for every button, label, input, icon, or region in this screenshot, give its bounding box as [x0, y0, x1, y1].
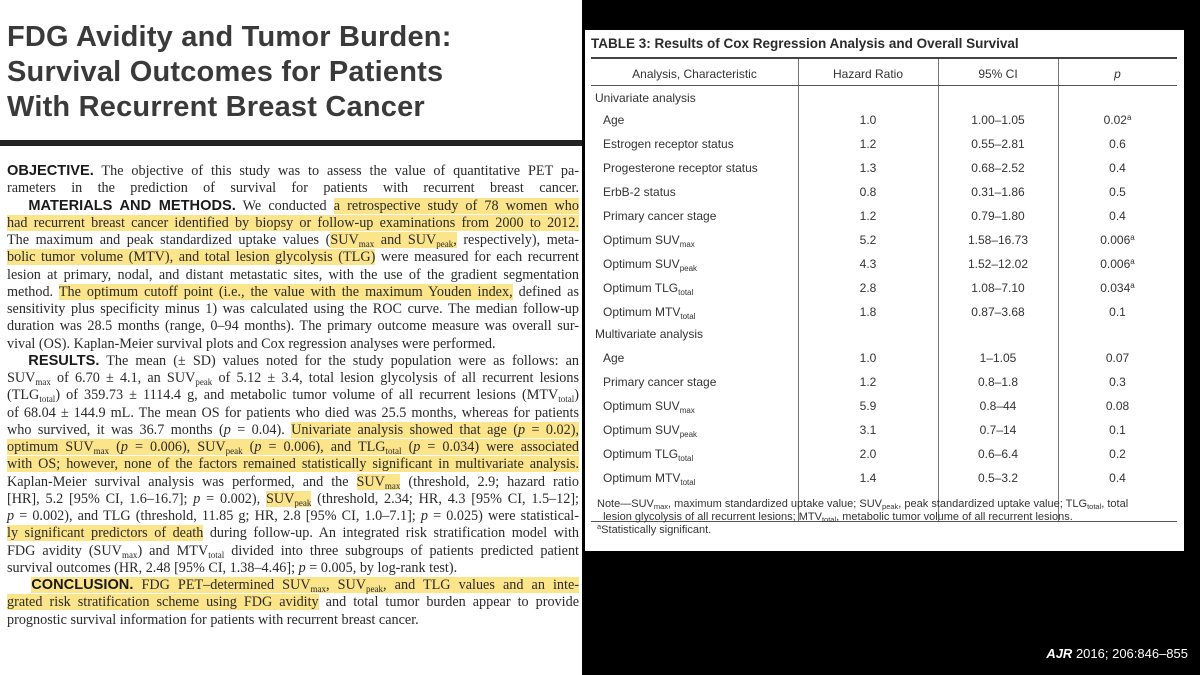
p-value: 0.034: [1100, 281, 1131, 295]
characteristic-name: Optimum MTV: [603, 305, 681, 319]
p-value: 0.4: [1109, 209, 1126, 223]
p-value: 0.08: [1105, 399, 1130, 413]
section-label: Univariate analysis: [595, 91, 696, 105]
p-value-cell: [1058, 257, 1177, 271]
p-value: 0.5: [1109, 185, 1126, 199]
hazard-ratio-cell: 3.1: [859, 423, 877, 437]
abstract-line: had recurrent breast cancer identified by biopsy or follow-up examinations from 2000 to 2012.: [7, 214, 579, 231]
p-value-cell: [1058, 161, 1177, 175]
characteristic-name: Estrogen receptor status: [603, 137, 734, 151]
p-value-cell: [1058, 423, 1177, 437]
abstract-line: sensitivity plus specificity minus 1) was calculated using the ROC curve. The median follow-up: [7, 301, 579, 317]
hazard-ratio-cell: 2.8: [859, 281, 877, 295]
significance-marker: a: [1126, 113, 1132, 122]
characteristic-name: Age: [603, 351, 625, 365]
significance-marker: a: [1130, 281, 1135, 290]
table-row: [591, 133, 1177, 157]
abstract-line: method. The optimum cutoff point (i.e., the value with the maximum Youden index, defined as: [7, 283, 579, 300]
hazard-ratio-cell: 5.2: [859, 233, 877, 247]
p-value: 0.3: [1109, 375, 1126, 389]
ci-cell: 0.79–1.80: [971, 209, 1025, 223]
characteristic-name: Primary cancer stage: [603, 375, 717, 389]
ci-cell: 1–1.05: [979, 351, 1017, 365]
characteristic-cell: [603, 137, 734, 151]
characteristic-cell: [603, 257, 697, 271]
p-value-cell: [1058, 447, 1177, 461]
results-heading: RESULTS.: [28, 352, 100, 369]
citation: [1046, 646, 1188, 661]
significance-marker: a: [1130, 257, 1135, 266]
characteristic-name: Optimum TLG: [603, 281, 679, 295]
abstract-line: $(TLG_{total})$ of 359.73 ± 1114.4 g, and metabolic tumor volume of all recurrent lesions $(MTV_{total})$: [7, 387, 579, 405]
hazard-ratio-cell: 5.9: [859, 399, 877, 413]
abstract-line: rameters in the prediction of survival for patients with recurrent breast cancer.: [7, 180, 579, 197]
characteristic-cell: [603, 351, 624, 365]
column-header: p: [1114, 67, 1121, 81]
conclusion-heading: CONCLUSION.: [31, 577, 134, 593]
title-line: FDG Avidity and Tumor Burden:: [7, 21, 452, 53]
abstract-line: optimum $SUV_{max}$ (p = 0.006), $SUV_{peak}$ (p = 0.006), and $TLG_{total}$ (p = 0.034) were associated: [7, 439, 579, 456]
p-value: 0.006: [1100, 233, 1131, 247]
characteristic-name: ErbB-2 status: [603, 185, 676, 199]
column-header: Analysis, Characteristic: [632, 67, 757, 81]
abstract-line: lesion at primary, nodal, and distant metastatic sites, with the use of the gradient segmentation: [7, 266, 579, 283]
table-row: [591, 277, 1177, 301]
abstract-line: Kaplan-Meier survival analysis was performed, and the $SUV_{max}$ (threshold, 2.9; hazard ratio: [7, 473, 579, 491]
characteristic-cell: [603, 161, 758, 175]
ci-cell: 0.7–14: [979, 423, 1017, 437]
p-value-cell: [1058, 233, 1177, 247]
p-value: 0.2: [1109, 447, 1126, 461]
abstract-line: grated risk stratification scheme using FDG avidity and total tumor burden appear to provide: [7, 594, 579, 611]
methods-heading: MATERIALS AND METHODS.: [28, 197, 236, 214]
hazard-ratio-cell: 4.3: [859, 257, 877, 271]
abstract-line: FDG avidity $(SUV_{max})$ and $MTV_{total}$ divided into three subgroups of patients predicted patient: [7, 542, 579, 560]
hazard-ratio-cell: 2.0: [859, 447, 877, 461]
table-row: [591, 395, 1177, 419]
characteristic-name: Optimum SUV: [603, 257, 680, 271]
hazard-ratio-cell: 1.3: [859, 161, 877, 175]
p-value: 0.006: [1100, 257, 1131, 271]
characteristic-cell: [603, 233, 695, 247]
characteristic-subscript: total: [678, 288, 694, 297]
characteristic-name: Progesterone receptor status: [603, 161, 758, 175]
p-value: 0.6: [1109, 137, 1126, 151]
characteristic-name: Optimum SUV: [603, 233, 680, 247]
characteristic-name: Optimum SUV: [603, 423, 680, 437]
characteristic-subscript: peak: [679, 264, 698, 273]
hazard-ratio-cell: 1.2: [859, 209, 877, 223]
characteristic-subscript: total: [680, 478, 696, 487]
column-header: Hazard Ratio: [832, 67, 904, 81]
abstract-page: [0, 0, 582, 675]
header-rule: [591, 85, 1177, 86]
citation-details: 2016; 206:846–855: [1072, 646, 1188, 661]
characteristic-cell: [603, 399, 695, 413]
abstract-line: prognostic survival information for patients with recurrent breast cancer.: [7, 611, 419, 628]
abstract-line: of 68.04 ± 144.9 mL. The mean OS for patients who died was 25.5 months, whereas for patients: [7, 404, 579, 421]
abstract-text: [7, 163, 579, 629]
characteristic-cell: [603, 305, 695, 319]
p-value: 0.02: [1103, 113, 1127, 127]
table-footnote: $Note—SUV_{max}$, maximum standardized uptake value; $SUV_{peak}$, peak standardized uptake value; $TLG_{total}$, total lesion glycolysis of all recurrent lesions; $MTV_{total}$, metabolic tumor volume of all recurrent lesions. $^a$Statistically significant.: [597, 498, 1129, 536]
characteristic-cell: [603, 423, 697, 437]
journal-name: AJR: [1046, 646, 1073, 661]
abstract-line: CONCLUSION. FDG PET–determined $SUV_{max}$, $SUV_{peak}$, and TLG values and an inte-: [31, 577, 579, 594]
table-row: [591, 467, 1177, 491]
p-value: 0.4: [1109, 471, 1126, 485]
abstract-line: RESULTS. The mean (± SD) values noted for the study population were as follows: an: [28, 352, 579, 369]
column-header: 95% CI: [978, 67, 1018, 81]
abstract-line: OBJECTIVE. The objective of this study was to assess the value of quantitative PET pa-: [7, 163, 579, 179]
characteristic-cell: [603, 185, 676, 199]
p-value: 0.07: [1105, 351, 1130, 365]
abstract-line: MATERIALS AND METHODS. We conducted a retrospective study of 78 women who: [28, 197, 579, 214]
hazard-ratio-cell: 1.4: [859, 471, 877, 485]
p-value-cell: [1058, 281, 1177, 295]
p-value-cell: [1058, 471, 1177, 485]
table-row: [591, 347, 1177, 371]
characteristic-subscript: max: [679, 240, 695, 249]
characteristic-cell: [603, 281, 693, 295]
ci-cell: 0.8–44: [979, 399, 1017, 413]
characteristic-cell: [603, 113, 624, 127]
ci-cell: 0.5–3.2: [977, 471, 1019, 485]
abstract-line: p = 0.002), and TLG (threshold, 11.85 g; HR, 2.8 [95% CI, 1.0–7.1]; p = 0.025) were statistical-: [7, 508, 579, 524]
ci-cell: 0.68–2.52: [971, 161, 1025, 175]
hazard-ratio-cell: 1.8: [859, 305, 877, 319]
title-line: Survival Outcomes for Patients: [7, 56, 444, 88]
table-section-header: [591, 323, 1177, 347]
table-row: [591, 443, 1177, 467]
ci-cell: 0.87–3.68: [971, 305, 1025, 319]
ci-cell: 1.58–16.73: [967, 233, 1029, 247]
characteristic-cell: [603, 447, 693, 461]
p-value-cell: [1058, 137, 1177, 151]
title-line: With Recurrent Breast Cancer: [7, 91, 425, 123]
abstract-line: vival (OS). Kaplan-Meier survival plots and Cox regression analyses were performed.: [7, 335, 496, 352]
characteristic-subscript: total: [680, 312, 696, 321]
p-value-cell: [1058, 399, 1177, 413]
table-title: TABLE 3: Results of Cox Regression Analysis and Overall Survival: [591, 36, 1019, 51]
hazard-ratio-cell: 0.8: [859, 185, 877, 199]
abstract-line: $SUV_{max}$ of 6.70 ± 4.1, an $SUV_{peak}$ of 5.12 ± 3.4, total lesion glycolysis of all recurrent lesions: [7, 370, 579, 387]
significance-marker: a: [1130, 233, 1135, 242]
p-value: 0.1: [1109, 423, 1126, 437]
p-value-cell: [1058, 351, 1177, 365]
p-value: 0.1: [1109, 305, 1126, 319]
p-value-cell: [1058, 305, 1177, 319]
section-label: Multivariate analysis: [595, 327, 704, 341]
table-row: [591, 181, 1177, 205]
table-row: [591, 253, 1177, 277]
p-value-cell: [1058, 113, 1177, 127]
table-section-header: [591, 87, 1177, 111]
characteristic-cell: [603, 471, 695, 485]
characteristic-name: Primary cancer stage: [603, 209, 717, 223]
table-row: [591, 419, 1177, 443]
hazard-ratio-cell: 1.2: [859, 375, 877, 389]
p-value-cell: [1058, 209, 1177, 223]
abstract-line: [HR], 5.2 [95% CI, 1.6–16.7]; p = 0.002), $SUV_{peak}$ (threshold, 2.34; HR, 4.3 [95% CI, 1.5–12];: [7, 490, 579, 508]
ci-cell: 0.55–2.81: [971, 137, 1025, 151]
table-row: [591, 229, 1177, 253]
ci-cell: 1.52–12.02: [967, 257, 1029, 271]
table-row: [591, 371, 1177, 395]
table-row: [591, 301, 1177, 325]
ci-cell: 0.8–1.8: [977, 375, 1019, 389]
hazard-ratio-cell: 1.0: [859, 113, 877, 127]
characteristic-cell: [603, 209, 716, 223]
ci-cell: 0.6–6.4: [977, 447, 1019, 461]
characteristic-subscript: max: [679, 406, 695, 415]
abstract-line: survival outcomes (HR, 2.48 [95% CI, 1.38–4.46]; p = 0.005, by log-rank test).: [7, 559, 458, 576]
table-top-rule: [591, 57, 1177, 59]
cox-regression-table: [585, 30, 1184, 551]
characteristic-subscript: total: [678, 454, 694, 463]
abstract-line: bolic tumor volume (MTV), and total lesion glycolysis (TLG) were measured for each recurrent: [7, 249, 579, 266]
p-value-cell: [1058, 375, 1177, 389]
objective-heading: OBJECTIVE.: [7, 163, 94, 179]
p-value: 0.4: [1109, 161, 1126, 175]
table-row: [591, 157, 1177, 181]
paper-title: [7, 20, 577, 125]
abstract-line: The maximum and peak standardized uptake values ($SUV_{max}$ and $SUV_{peak}$, respectively), meta-: [7, 232, 580, 249]
ci-cell: 1.08–7.10: [971, 281, 1025, 295]
characteristic-subscript: peak: [679, 430, 698, 439]
ci-cell: 1.00–1.05: [971, 113, 1025, 127]
abstract-line: duration was 28.5 months (range, 0–94 months). The primary outcome measure was overall sur-: [7, 318, 579, 335]
characteristic-name: Optimum MTV: [603, 471, 681, 485]
characteristic-name: Age: [603, 113, 625, 127]
characteristic-name: Optimum TLG: [603, 447, 679, 461]
ci-cell: 0.31–1.86: [971, 185, 1025, 199]
title-divider: [0, 140, 582, 146]
hazard-ratio-cell: 1.2: [859, 137, 877, 151]
hazard-ratio-cell: 1.0: [859, 351, 877, 365]
abstract-line: with OS; however, none of the factors remained statistically significant in multivariate analysis.: [7, 456, 579, 473]
p-value-cell: [1058, 185, 1177, 199]
characteristic-cell: [603, 375, 716, 389]
characteristic-name: Optimum SUV: [603, 399, 680, 413]
table-row: [591, 205, 1177, 229]
abstract-line: ly significant predictors of death during follow-up. An integrated risk stratification model with: [7, 525, 579, 542]
abstract-line: who survived, it was 36.7 months (p = 0.04). Univariate analysis showed that age (p = 0.02),: [7, 421, 579, 438]
table-row: [591, 109, 1177, 133]
